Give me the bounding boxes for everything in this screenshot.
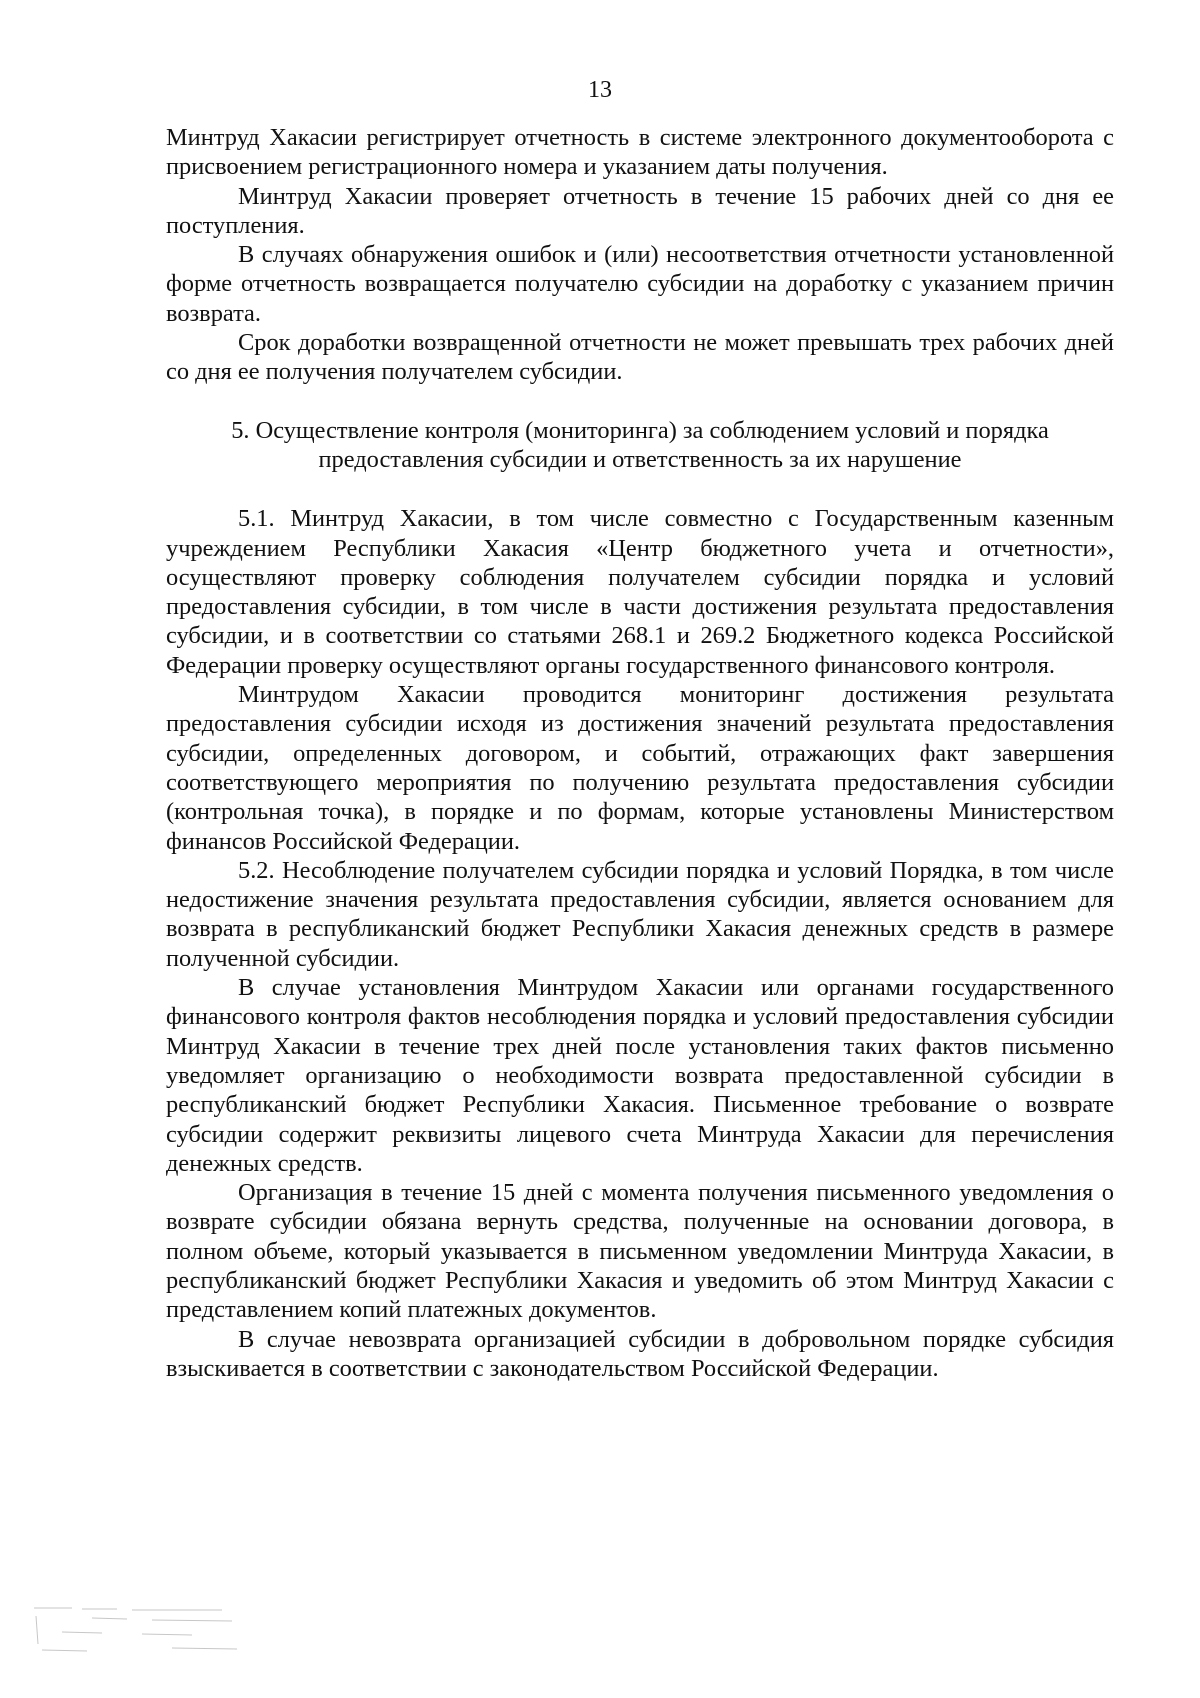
paragraph-revision-deadline: Срок доработки возвращенной отчетности не может превышать трех рабочих дней со дня ее получения получателем субсидии. [166, 329, 1114, 386]
paragraph-5-1-control: 5.1. Минтруд Хакасии, в том числе совместно с Государственным казенным учреждением Республики Хакасия «Центр бюджетного учета и отчетности», осуществляют проверку соблюдения получателем субсидии порядка и условий предоставления субсидии, в том числе в части достижения результата предоставления субсидии, и в соответствии со статьями 268.1 и 269.2 Бюджетного кодекса Российской Федерации проверку осуществляют органы государственного финансового контроля. [166, 505, 1114, 679]
scan-artifact [32, 1604, 247, 1664]
section-heading-line-2: предоставления субсидии и ответственность за их нарушение [318, 445, 962, 473]
page-number: 13 [588, 77, 612, 103]
document-body [166, 123, 1114, 1383]
paragraph-notification: В случае установления Минтрудом Хакасии или органами государственного финансового контроля фактов несоблюдения порядка и условий предоставления субсидии Минтруд Хакасии в течение трех дней после установления таких фактов письменно уведомляет организацию о необходимости возврата предоставленной субсидии в республиканский бюджет Республики Хакасия. Письменное требование о возврате субсидии содержит реквизиты лицевого счета Минтруда Хакасии для перечисления денежных средств. [166, 974, 1114, 1177]
paragraph-refund-term: Организация в течение 15 дней с момента получения письменного уведомления о возврате субсидии обязана вернуть средства, полученные на основании договора, в полном объеме, который указывается в письменном уведомлении Минтруда Хакасии, в республиканский бюджет Республики Хакасия и уведомить об этом Минтруд Хакасии с представлением копий платежных документов. [166, 1179, 1114, 1324]
paragraph-review-period: Минтруд Хакасии проверяет отчетность в течение 15 рабочих дней со дня ее поступления. [166, 182, 1114, 239]
paragraph-return-for-revision: В случаях обнаружения ошибок и (или) несоответствия отчетности установленной форме отчетность возвращается получателю субсидии на доработку с указанием причин возврата. [166, 241, 1114, 327]
paragraph-registration: Минтруд Хакасии регистрирует отчетность в системе электронного документооборота с присвоением регистрационного номера и указанием даты получения. [166, 124, 1114, 181]
paragraph-monitoring: Минтрудом Хакасии проводится мониторинг достижения результата предоставления субсидии исходя из достижения значений результата предоставления субсидии, определенных договором, и событий, отражающих факт завершения соответствующего мероприятия по получению результата предоставления субсидии (контрольная точка), в порядке и по формам, которые установлены Министерством финансов Российской Федерации. [166, 681, 1114, 855]
section-heading-line-1: 5. Осуществление контроля (мониторинга) за соблюдением условий и порядка [231, 416, 1049, 444]
paragraph-5-2-noncompliance: 5.2. Несоблюдение получателем субсидии порядка и условий Порядка, в том числе недостижение значения результата предоставления субсидии, является основанием для возврата в республиканский бюджет Республики Хакасия денежных средств в размере полученной субсидии. [166, 856, 1114, 972]
paragraph-enforced-recovery: В случае невозврата организацией субсидии в добровольном порядке субсидия взыскивается в соответствии с законодательством Российской Федерации. [166, 1325, 1114, 1382]
section-heading [166, 416, 1114, 475]
